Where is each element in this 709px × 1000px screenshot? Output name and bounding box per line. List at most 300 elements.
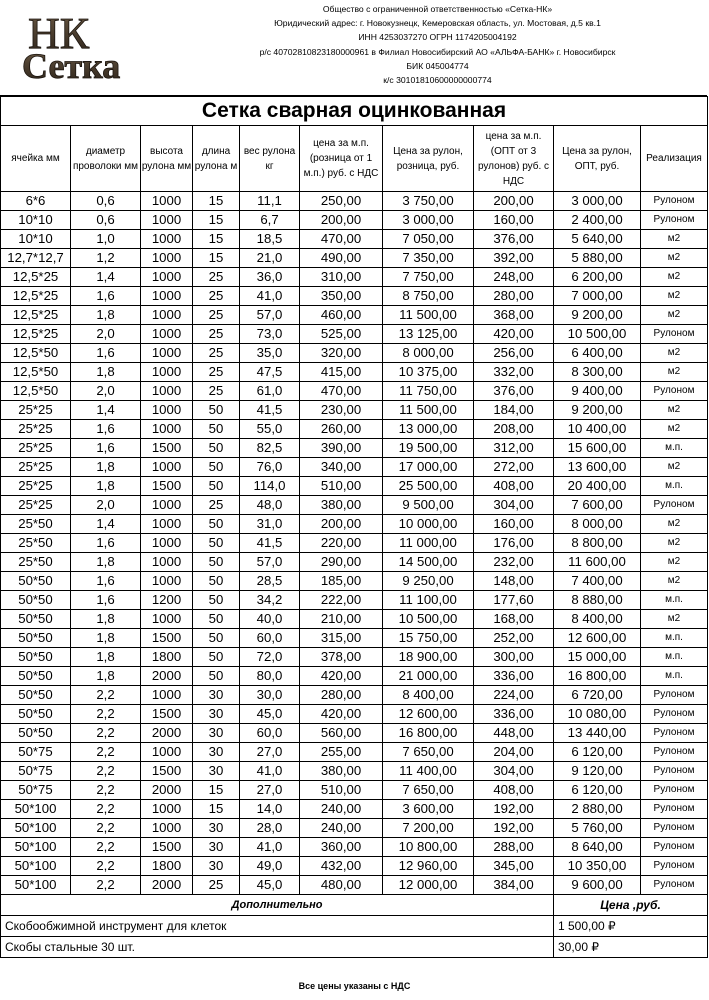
table-cell: 20 400,00 bbox=[554, 477, 641, 496]
table-cell: 220,00 bbox=[300, 534, 383, 553]
table-cell: 45,0 bbox=[240, 705, 300, 724]
table-cell: 15 750,00 bbox=[383, 629, 474, 648]
table-cell: 7 650,00 bbox=[383, 743, 474, 762]
table-cell: 336,00 bbox=[474, 705, 554, 724]
table-cell: 1000 bbox=[141, 800, 193, 819]
table-cell: 1,2 bbox=[71, 249, 141, 268]
table-cell: 177,60 bbox=[474, 591, 554, 610]
table-cell: 16 800,00 bbox=[554, 667, 641, 686]
table-cell: 560,00 bbox=[300, 724, 383, 743]
table-cell: 360,00 bbox=[300, 838, 383, 857]
table-cell: 25*50 bbox=[1, 515, 71, 534]
inn-ogrn: ИНН 4253037270 ОГРН 1174205004192 bbox=[358, 32, 517, 43]
table-cell: 256,00 bbox=[474, 344, 554, 363]
table-cell: 18 900,00 bbox=[383, 648, 474, 667]
table-cell: 25*50 bbox=[1, 534, 71, 553]
table-cell: 232,00 bbox=[474, 553, 554, 572]
table-cell: 41,5 bbox=[240, 401, 300, 420]
table-cell: 21,0 bbox=[240, 249, 300, 268]
table-cell: 304,00 bbox=[474, 496, 554, 515]
table-cell: 13 000,00 bbox=[383, 420, 474, 439]
table-cell: 6 400,00 bbox=[554, 344, 641, 363]
table-cell: 1,4 bbox=[71, 401, 141, 420]
company-logo bbox=[18, 8, 168, 86]
table-cell: 1500 bbox=[141, 629, 193, 648]
table-cell: 25*25 bbox=[1, 439, 71, 458]
table-cell: 420,00 bbox=[300, 667, 383, 686]
table-cell: 13 125,00 bbox=[383, 325, 474, 344]
table-cell: м2 bbox=[641, 344, 708, 363]
table-cell: 1000 bbox=[141, 572, 193, 591]
table-cell: 332,00 bbox=[474, 363, 554, 382]
table-cell: 15 000,00 bbox=[554, 648, 641, 667]
table-cell: 30 bbox=[193, 686, 240, 705]
table-cell: 510,00 bbox=[300, 477, 383, 496]
table-cell: 2,2 bbox=[71, 724, 141, 743]
additional-price-header: Цена ,руб. bbox=[554, 895, 708, 916]
table-cell: 15 bbox=[193, 192, 240, 211]
table-cell: 25 bbox=[193, 496, 240, 515]
legal-address: Юридический адрес: г. Новокузнецк, Кемеровская область, ул. Мостовая, д.5 кв.1 bbox=[274, 18, 601, 29]
table-cell: 50*50 bbox=[1, 667, 71, 686]
table-row bbox=[1, 306, 708, 325]
table-cell: 12,7*12,7 bbox=[1, 249, 71, 268]
table-cell: 25 bbox=[193, 325, 240, 344]
additional-item-price: 30,00 ₽ bbox=[554, 937, 708, 958]
table-cell: Рулоном bbox=[641, 686, 708, 705]
table-row bbox=[1, 477, 708, 496]
table-body bbox=[1, 192, 708, 895]
table-cell: 27,0 bbox=[240, 743, 300, 762]
table-cell: 7 400,00 bbox=[554, 572, 641, 591]
table-row bbox=[1, 743, 708, 762]
table-cell: 2,2 bbox=[71, 762, 141, 781]
column-header: Цена за рулон, ОПТ, руб. bbox=[554, 126, 641, 192]
table-cell: 240,00 bbox=[300, 800, 383, 819]
table-cell: 3 750,00 bbox=[383, 192, 474, 211]
table-cell: 11,1 bbox=[240, 192, 300, 211]
table-cell: 378,00 bbox=[300, 648, 383, 667]
table-cell: 25*25 bbox=[1, 496, 71, 515]
table-cell: 1000 bbox=[141, 534, 193, 553]
table-cell: 384,00 bbox=[474, 876, 554, 895]
table-row bbox=[1, 705, 708, 724]
table-cell: 2,2 bbox=[71, 819, 141, 838]
table-row bbox=[1, 401, 708, 420]
table-cell: Рулоном bbox=[641, 800, 708, 819]
table-cell: 13 600,00 bbox=[554, 458, 641, 477]
table-cell: 50*50 bbox=[1, 591, 71, 610]
table-cell: 50*75 bbox=[1, 781, 71, 800]
table-cell: 73,0 bbox=[240, 325, 300, 344]
table-cell: 1,6 bbox=[71, 572, 141, 591]
table-row bbox=[1, 496, 708, 515]
table-cell: 41,0 bbox=[240, 287, 300, 306]
table-cell: 6 200,00 bbox=[554, 268, 641, 287]
table-cell: 25 bbox=[193, 876, 240, 895]
logo-text-top: НК bbox=[28, 9, 90, 58]
table-cell: 1,0 bbox=[71, 230, 141, 249]
table-cell: 10 080,00 bbox=[554, 705, 641, 724]
table-cell: 2,0 bbox=[71, 325, 141, 344]
table-cell: 460,00 bbox=[300, 306, 383, 325]
table-cell: м2 bbox=[641, 306, 708, 325]
table-cell: 350,00 bbox=[300, 287, 383, 306]
table-cell: 192,00 bbox=[474, 800, 554, 819]
table-row bbox=[1, 857, 708, 876]
table-row bbox=[1, 838, 708, 857]
table-cell: 30 bbox=[193, 705, 240, 724]
table-cell: 10 500,00 bbox=[554, 325, 641, 344]
table-cell: 10 400,00 bbox=[554, 420, 641, 439]
table-cell: 1,6 bbox=[71, 344, 141, 363]
table-cell: 30 bbox=[193, 724, 240, 743]
table-cell: 240,00 bbox=[300, 819, 383, 838]
table-cell: 1,6 bbox=[71, 534, 141, 553]
table-cell: 408,00 bbox=[474, 477, 554, 496]
table-cell: 15 600,00 bbox=[554, 439, 641, 458]
table-cell: 1,6 bbox=[71, 591, 141, 610]
table-cell: 280,00 bbox=[474, 287, 554, 306]
table-cell: 7 000,00 bbox=[554, 287, 641, 306]
table-cell: 47,5 bbox=[240, 363, 300, 382]
table-cell: 25 bbox=[193, 382, 240, 401]
table-cell: 12 960,00 bbox=[383, 857, 474, 876]
company-name: Общество с ограниченной ответственностью «Сетка-НК» bbox=[322, 4, 553, 14]
table-cell: 7 600,00 bbox=[554, 496, 641, 515]
table-cell: 392,00 bbox=[474, 249, 554, 268]
table-cell: 2 880,00 bbox=[554, 800, 641, 819]
table-cell: 210,00 bbox=[300, 610, 383, 629]
table-cell: 5 760,00 bbox=[554, 819, 641, 838]
table-cell: 8 300,00 bbox=[554, 363, 641, 382]
table-cell: 8 400,00 bbox=[383, 686, 474, 705]
table-cell: 250,00 bbox=[300, 192, 383, 211]
table-cell: 490,00 bbox=[300, 249, 383, 268]
table-cell: 320,00 bbox=[300, 344, 383, 363]
table-cell: 25 500,00 bbox=[383, 477, 474, 496]
table-cell: 50 bbox=[193, 534, 240, 553]
table-cell: м.п. bbox=[641, 591, 708, 610]
table-cell: 9 400,00 bbox=[554, 382, 641, 401]
table-cell: 1000 bbox=[141, 230, 193, 249]
vat-note: Все цены указаны с НДС bbox=[298, 981, 411, 991]
table-cell: 1,6 bbox=[71, 439, 141, 458]
table-cell: 50*50 bbox=[1, 705, 71, 724]
table-cell: Рулоном bbox=[641, 496, 708, 515]
table-cell: 12,5*50 bbox=[1, 363, 71, 382]
table-cell: м2 bbox=[641, 572, 708, 591]
table-cell: 25 bbox=[193, 306, 240, 325]
table-cell: м2 bbox=[641, 363, 708, 382]
table-cell: 1,4 bbox=[71, 268, 141, 287]
table-cell: 1,8 bbox=[71, 667, 141, 686]
table-cell: 10*10 bbox=[1, 230, 71, 249]
table-cell: 30 bbox=[193, 857, 240, 876]
bik: БИК 045004774 bbox=[406, 60, 469, 71]
table-cell: 41,0 bbox=[240, 762, 300, 781]
table-cell: 18,5 bbox=[240, 230, 300, 249]
table-cell: 8 800,00 bbox=[554, 534, 641, 553]
table-cell: 16 800,00 bbox=[383, 724, 474, 743]
table-cell: м.п. bbox=[641, 629, 708, 648]
table-cell: 1000 bbox=[141, 325, 193, 344]
table-cell: Рулоном bbox=[641, 705, 708, 724]
column-header: цена за м.п. (розница от 1 м.п.) руб. с НДС bbox=[300, 126, 383, 192]
table-cell: м.п. bbox=[641, 667, 708, 686]
letterhead bbox=[0, 0, 709, 92]
table-cell: 12,5*25 bbox=[1, 287, 71, 306]
table-cell: 50*100 bbox=[1, 819, 71, 838]
table-cell: 1,4 bbox=[71, 515, 141, 534]
table-cell: 480,00 bbox=[300, 876, 383, 895]
table-cell: м2 bbox=[641, 553, 708, 572]
table-row bbox=[1, 876, 708, 895]
table-cell: 160,00 bbox=[474, 211, 554, 230]
table-row bbox=[1, 572, 708, 591]
table-cell: 12,5*50 bbox=[1, 344, 71, 363]
table-cell: 2,2 bbox=[71, 857, 141, 876]
table-cell: 1500 bbox=[141, 762, 193, 781]
table-cell: 1000 bbox=[141, 344, 193, 363]
table-cell: 10 800,00 bbox=[383, 838, 474, 857]
price-table bbox=[0, 96, 708, 958]
table-cell: 300,00 bbox=[474, 648, 554, 667]
table-cell: 55,0 bbox=[240, 420, 300, 439]
table-cell: 1000 bbox=[141, 420, 193, 439]
table-cell: Рулоном bbox=[641, 876, 708, 895]
table-cell: 336,00 bbox=[474, 667, 554, 686]
table-cell: 1000 bbox=[141, 268, 193, 287]
table-cell: 290,00 bbox=[300, 553, 383, 572]
table-cell: 12 000,00 bbox=[383, 876, 474, 895]
table-cell: 148,00 bbox=[474, 572, 554, 591]
table-cell: 14,0 bbox=[240, 800, 300, 819]
column-header: высота рулона мм bbox=[141, 126, 193, 192]
table-cell: 50 bbox=[193, 591, 240, 610]
table-cell: 2,2 bbox=[71, 705, 141, 724]
additional-item-name: Скобы стальные 30 шт. bbox=[1, 937, 554, 958]
table-cell: 15 bbox=[193, 230, 240, 249]
table-cell: 160,00 bbox=[474, 515, 554, 534]
table-cell: 30,0 bbox=[240, 686, 300, 705]
table-cell: 1000 bbox=[141, 249, 193, 268]
table-cell: 25 bbox=[193, 363, 240, 382]
table-cell: 345,00 bbox=[474, 857, 554, 876]
table-cell: 9 600,00 bbox=[554, 876, 641, 895]
table-cell: 1500 bbox=[141, 439, 193, 458]
table-cell: 280,00 bbox=[300, 686, 383, 705]
table-cell: 25 bbox=[193, 344, 240, 363]
table-row bbox=[1, 686, 708, 705]
table-cell: 525,00 bbox=[300, 325, 383, 344]
table-cell: 15 bbox=[193, 249, 240, 268]
table-cell: 1000 bbox=[141, 743, 193, 762]
table-cell: 50 bbox=[193, 572, 240, 591]
table-cell: 82,5 bbox=[240, 439, 300, 458]
table-cell: 34,2 bbox=[240, 591, 300, 610]
table-cell: 380,00 bbox=[300, 496, 383, 515]
table-cell: 185,00 bbox=[300, 572, 383, 591]
table-cell: м.п. bbox=[641, 477, 708, 496]
table-cell: 15 bbox=[193, 800, 240, 819]
table-cell: 1000 bbox=[141, 306, 193, 325]
table-cell: м2 bbox=[641, 268, 708, 287]
table-cell: 72,0 bbox=[240, 648, 300, 667]
table-cell: 5 880,00 bbox=[554, 249, 641, 268]
table-cell: 2000 bbox=[141, 876, 193, 895]
table-row bbox=[1, 287, 708, 306]
table-cell: 12,5*25 bbox=[1, 306, 71, 325]
table-cell: 376,00 bbox=[474, 382, 554, 401]
table-cell: 80,0 bbox=[240, 667, 300, 686]
table-row bbox=[1, 819, 708, 838]
table-cell: 57,0 bbox=[240, 306, 300, 325]
table-cell: 50 bbox=[193, 439, 240, 458]
table-cell: 470,00 bbox=[300, 230, 383, 249]
table-row bbox=[1, 667, 708, 686]
table-row bbox=[1, 648, 708, 667]
table-cell: 15 bbox=[193, 211, 240, 230]
table-cell: 45,0 bbox=[240, 876, 300, 895]
table-cell: Рулоном bbox=[641, 211, 708, 230]
table-cell: 50*75 bbox=[1, 762, 71, 781]
table-cell: 248,00 bbox=[474, 268, 554, 287]
table-cell: 114,0 bbox=[240, 477, 300, 496]
table-cell: 11 400,00 bbox=[383, 762, 474, 781]
table-cell: 1,8 bbox=[71, 648, 141, 667]
table-cell: 6 120,00 bbox=[554, 781, 641, 800]
table-cell: 50 bbox=[193, 667, 240, 686]
table-cell: 6*6 bbox=[1, 192, 71, 211]
table-cell: 200,00 bbox=[300, 211, 383, 230]
table-cell: 315,00 bbox=[300, 629, 383, 648]
table-row bbox=[1, 515, 708, 534]
column-header: вес рулона кг bbox=[240, 126, 300, 192]
additional-item-price: 1 500,00 ₽ bbox=[554, 916, 708, 937]
table-cell: 9 200,00 bbox=[554, 306, 641, 325]
table-cell: 176,00 bbox=[474, 534, 554, 553]
table-cell: 1,8 bbox=[71, 306, 141, 325]
table-row bbox=[1, 325, 708, 344]
table-cell: 11 100,00 bbox=[383, 591, 474, 610]
table-cell: 50*100 bbox=[1, 876, 71, 895]
table-row bbox=[1, 363, 708, 382]
column-header: длина рулона м bbox=[193, 126, 240, 192]
table-cell: 7 750,00 bbox=[383, 268, 474, 287]
table-cell: 57,0 bbox=[240, 553, 300, 572]
table-cell: 7 200,00 bbox=[383, 819, 474, 838]
table-cell: 50*100 bbox=[1, 838, 71, 857]
table-cell: 9 200,00 bbox=[554, 401, 641, 420]
table-cell: 25*25 bbox=[1, 420, 71, 439]
table-cell: 310,00 bbox=[300, 268, 383, 287]
table-cell: 50 bbox=[193, 458, 240, 477]
table-cell: 200,00 bbox=[474, 192, 554, 211]
table-cell: 1000 bbox=[141, 610, 193, 629]
table-cell: 208,00 bbox=[474, 420, 554, 439]
table-cell: 25*25 bbox=[1, 401, 71, 420]
column-header: ячейка мм bbox=[1, 126, 71, 192]
table-cell: 1,8 bbox=[71, 458, 141, 477]
table-cell: 11 000,00 bbox=[383, 534, 474, 553]
table-cell: 288,00 bbox=[474, 838, 554, 857]
table-cell: 1500 bbox=[141, 838, 193, 857]
table-row bbox=[1, 458, 708, 477]
table-cell: 1,8 bbox=[71, 553, 141, 572]
table-cell: 380,00 bbox=[300, 762, 383, 781]
table-cell: 1,6 bbox=[71, 287, 141, 306]
table-cell: 49,0 bbox=[240, 857, 300, 876]
table-cell: 11 750,00 bbox=[383, 382, 474, 401]
table-cell: 10 375,00 bbox=[383, 363, 474, 382]
table-row bbox=[1, 268, 708, 287]
table-cell: 1000 bbox=[141, 401, 193, 420]
table-cell: 7 050,00 bbox=[383, 230, 474, 249]
table-cell: 9 250,00 bbox=[383, 572, 474, 591]
table-cell: 21 000,00 bbox=[383, 667, 474, 686]
table-cell: 9 500,00 bbox=[383, 496, 474, 515]
table-cell: Рулоном bbox=[641, 724, 708, 743]
table-row bbox=[1, 762, 708, 781]
table-cell: 50*75 bbox=[1, 743, 71, 762]
table-cell: м.п. bbox=[641, 648, 708, 667]
table-cell: 1000 bbox=[141, 686, 193, 705]
table-cell: 50 bbox=[193, 648, 240, 667]
table-cell: 255,00 bbox=[300, 743, 383, 762]
table-cell: 12,5*25 bbox=[1, 268, 71, 287]
table-cell: 13 440,00 bbox=[554, 724, 641, 743]
table-cell: 30 bbox=[193, 743, 240, 762]
table-cell: 1000 bbox=[141, 553, 193, 572]
bank-account: р/с 40702810823180000961 в Филиал Новосибирский АО «АЛЬФА-БАНК» г. Новосибирск bbox=[259, 46, 616, 57]
table-cell: 2,2 bbox=[71, 743, 141, 762]
table-cell: м2 bbox=[641, 230, 708, 249]
table-cell: Рулоном bbox=[641, 762, 708, 781]
table-cell: Рулоном bbox=[641, 857, 708, 876]
column-header: Реализация bbox=[641, 126, 708, 192]
price-sheet bbox=[0, 95, 707, 958]
table-cell: 2 400,00 bbox=[554, 211, 641, 230]
table-cell: Рулоном bbox=[641, 382, 708, 401]
table-cell: 1000 bbox=[141, 363, 193, 382]
column-headers bbox=[1, 126, 708, 192]
table-cell: 3 600,00 bbox=[383, 800, 474, 819]
table-cell: 10 000,00 bbox=[383, 515, 474, 534]
table-cell: 10 350,00 bbox=[554, 857, 641, 876]
table-row bbox=[1, 629, 708, 648]
table-cell: 61,0 bbox=[240, 382, 300, 401]
table-row bbox=[1, 211, 708, 230]
table-cell: 252,00 bbox=[474, 629, 554, 648]
table-cell: 420,00 bbox=[300, 705, 383, 724]
table-cell: 2,2 bbox=[71, 800, 141, 819]
table-cell: 60,0 bbox=[240, 724, 300, 743]
table-cell: 168,00 bbox=[474, 610, 554, 629]
table-cell: м2 bbox=[641, 515, 708, 534]
table-cell: 50 bbox=[193, 610, 240, 629]
table-cell: Рулоном bbox=[641, 192, 708, 211]
table-cell: 368,00 bbox=[474, 306, 554, 325]
table-cell: 272,00 bbox=[474, 458, 554, 477]
table-cell: 2000 bbox=[141, 781, 193, 800]
additional-item-name: Скобообжимной инструмент для клеток bbox=[1, 916, 554, 937]
table-cell: 15 bbox=[193, 781, 240, 800]
table-cell: 2000 bbox=[141, 667, 193, 686]
table-cell: 12,5*50 bbox=[1, 382, 71, 401]
table-cell: 10*10 bbox=[1, 211, 71, 230]
table-cell: 2,2 bbox=[71, 838, 141, 857]
